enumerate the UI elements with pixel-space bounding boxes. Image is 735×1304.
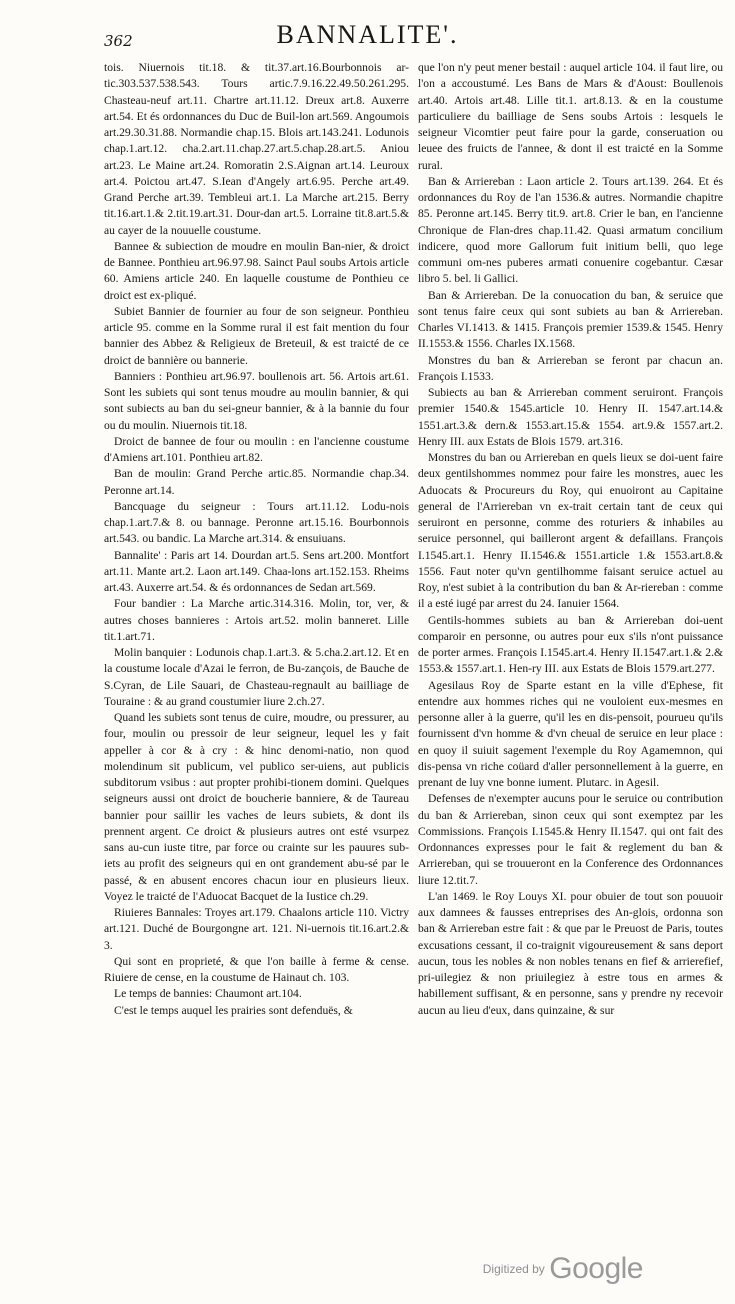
paragraph: C'est le temps auquel les prairies sont defenduës, & [114,1003,353,1017]
paragraph: Banniers : Ponthieu art.96.97. boullenois art. 56. Artois art.61. Sont les subiets qui sont tenus moudre au moulin bannier, & qui sont subiects au ban du sei-gneur bannier, & à la bannie du four ou du moulin. Niuernois tit.18. [104,369,409,432]
page-number: 362 [104,32,133,50]
google-logo: Google [549,1252,643,1285]
left-column [104,60,409,1019]
paragraph: Monstres du ban & Arriereban se feront par chacun an. François I.1533. [418,353,723,383]
paragraph: tois. Niuernois tit.18. & tit.37.art.16.Bourbonnois ar-tic.303.537.538.543. Tours artic.7.9.16.22.49.50.261.295. Chasteau-neuf art.11. Chartre art.11.12. Dreux art.8. Auxerre art.54. Et és ordonnances du Duc de Buil-lon art.569. Angoumois art.29.30.31.88. Normandie chap.15. Blois art.143.241. Lodunois chap.1.art.12. cha.2.art.11.chap.27.art.5.chap.28.art.5. Aniou art.23. Le Maine art.24. Romoratin 2.S.Aignan art.14. Leuroux art.4. Poictou art.47. S.Iean d'Angely art.6.95. Perche art.49. Grand Perche art.39. Tembleui art.1. La Marche art.215. Berry tit.16.art.1.& 2.tit.19.art.31. Dour-dan art.5. Lorraine tit.8.art.5.& au cayer de la nouuelle coustume. [104,61,409,237]
paragraph: Subiects au ban & Arriereban comment seruiront. François premier 1540.& 1545.article 10. Henry II. 1547.art.14.& 1551.art.3.& dern.& 1553.art.15.& 1554. art.9.& 1557.art.2. Henry III. aux Estats de Blois 1579. art.316. [418,386,723,448]
paragraph: Bancquage du seigneur : Tours art.11.12. Lodu-nois chap.1.art.7.& 8. ou bannage. Peronne art.15.16. Bourbonnois art.543. ou bandic. La Marche art.314. & ensuiuans. [104,499,409,546]
running-head: BANNALITE'. [276,20,459,49]
paragraph: Molin banquier : Lodunois chap.1.art.3. & 5.cha.2.art.12. Et en la coustume locale d'Azai le ferron, de Bu-zançois, de Bauche de S.Cyran, de Lile Sauari, de Chasteau-regnault au bailliage de Touraine : & au grand coustumier liure 2.ch.27. [104,646,409,708]
paragraph: que l'on n'y peut mener bestail : auquel article 104. il faut lire, ou l'on a accoustumé. Les Bans de Mars & d'Aoust: Boullenois art.40. Artois art.48. Lille tit.1. art.8.13. & en la coustume particuliere du bailliage de Sens soubs Artois : lesquels le seigneur Vicomtier peut faire pour la garde, conseruation ou leuee des fruicts de l'annee, & dont il est traicté en la Somme rural. [418,61,723,172]
paragraph: Subiet Bannier de fournier au four de son seigneur. Ponthieu article 95. comme en la Somme rural il est fait mention du four bannier des Abbez & Religieux de Breteuil, & est traicté de ce droict de bannière ou bannerie. [104,304,409,367]
paragraph: Four bandier : La Marche artic.314.316. Molin, tor, ver, & autres choses bannieres : Artois art.52. molin banneret. Lille tit.1.art.71. [104,597,409,643]
digitized-by-text: Digitized by [482,1262,545,1276]
paragraph: Agesilaus Roy de Sparte estant en la ville d'Ephese, fit entendre aux hommes riches qui ne vouloient eux-mesmes en personne aller à la guerre, qu'il les en dis-pensoit, pourueu qu'ils fournissent d'vn homme & d'vn cheual de seruice en leur place : en quoy il suiuit sagement l'exemple du Roy Agamemnon, qui dis-pensa vn riche coüard d'aller personnellement à la guerre, en prenant de luy vne bonne iument. Plutarc. in Agesil. [418,678,723,789]
digitization-watermark [483,1252,643,1286]
paragraph: Ban de moulin: Grand Perche artic.85. Normandie chap.34. Peronne art.14. [104,467,409,497]
paragraph: Ban & Arriereban : Laon article 2. Tours art.139. 264. Et és ordonnances du Roy de l'an 1536.& autres. Normandie chapitre 85. Peronne art.145. Berry tit.9. art.8. Crier le ban, en l'ancienne Chronique de Flan-dres chap.11.42. Quasi armatum concilium indicere, quod more Gallorum fuit initium belli, quo lege communi om-nes puberes armati conuenire cogebantur. Cæsar libro 5. bel. li Gallici. [418,174,723,286]
paragraph: Ban & Arriereban. De la conuocation du ban, & seruice que sont tenus faire ceux qui sont subiets au ban & Arriereban. Charles VI.1413. & 1415. François premier 1539.& 1545. Henry II.1553.& 1556. Charles IX.1568. [418,288,723,351]
paragraph: Gentils-hommes subiets au ban & Arriereban doi-uent comparoir en personne, ou autres pour eux s'ils n'ont puissance de porter armes. François I.1545.art.4. Henry II.1547.art.1.& 2.& 1553.& 1557.art.1. Hen-ry III. aux Estats de Blois 1579.art.277. [418,613,723,676]
paragraph: Bannee & subiection de moudre en moulin Ban-nier, & droict de Bannee. Ponthieu art.96.97.98. Sainct Paul soubs Artois article 60. Amiens article 240. En laquelle coustume de Ponthieu ce droict est ex-pliqué. [104,239,409,302]
paragraph: Defenses de n'exempter aucuns pour le seruice ou contribution du ban & Arriereban, sinon ceux qui sont exemptez par les Commissions. François I.1545.& Henry II.1547. qui ont fait des Ordonnances expresses pour le fait & reglement du ban & Arriereban, qui se trouueront en la Conference des Ordonnances liure 12.tit.7. [418,792,723,887]
paragraph: Qui sont en proprieté, & que l'on baille à ferme & cense. Riuiere de cense, en la coustume de Hainaut ch. 103. [104,954,409,984]
paragraph: L'an 1469. le Roy Louys XI. pour obuier de tout son pouuoir aux damnees & fausses entreprises des An-glois, ordonna son ban & Arriereban estre fait : & que par le Preuost de Paris, toutes excusations cessant, il co-traignit vigoureusement & sans deport aucun, tous les nobles & non nobles tenans en fief & arrierefief, pri-uilegiez & non priuilegiez à estre tous en armes & habillement suffisant, & en personne, sans y prendre ny recevoir aucun au lieu d'eux, dans quinzaine, & sur [418,889,723,1017]
paragraph: Monstres du ban ou Arriereban en quels lieux se doi-uent faire deux gentilshommes nommez pour faire les monstres, auec les Aduocats & Procureurs du Roy, qui enuoiront au Capitaine general de l'Arriereban vn ex-trait certain tant de ceux qui seruiront en personne, comme des roturiers & inhabiles au seruice personnel, qui bailleront argent & defaillans. François I.1545.art.1. Henry II.1546.& 1551.article 1.& 1553.art.8.& 1556. Faut noter qu'vn gentilhomme faisant seruice actuel au Roy, n'est subiet à la contribution du ban & Ar-riereban : comme il a esté iugé par arrest du 24. Ianuier 1564. [418,451,723,611]
right-column [418,60,723,1019]
paragraph: Droict de bannee de four ou moulin : en l'ancienne coustume d'Amiens art.101. Ponthieu art.82. [104,434,409,464]
paragraph: Bannalite' : Paris art 14. Dourdan art.5. Sens art.200. Montfort art.11. Mante art.2. Laon art.149. Chaa-lons art.152.153. Rheims art.43. Auxerre art.54. & és ordonnances de Sedan art.569. [104,548,409,594]
paragraph: Le temps de bannies: Chaumont art.104. [114,987,302,1001]
paragraph: Riuieres Bannales: Troyes art.179. Chaalons article 110. Victry art.121. Duché de Bourgongne art. 121. Ni-uernois tit.16.art.2.& 3. [104,906,409,952]
paragraph: Quand les subiets sont tenus de cuire, moudre, ou pressurer, au four, moulin ou pressoir de leur seigneur, lequel les y fait appeller à cor & à cry : & hinc denomi-natio, non quod molendinum sit publicum, vel publico ser-uiens, aut publicis subditorum vsibus : aut propter prohibi-tionem domini. Quelques seigneurs aussi ont droict de boucherie banniere, & de Taureau bannier pour saillir les vaches de leurs subiets, & dont ils prennent argent. Ce droict & plusieurs autres ont esté vsurpez sans au-cun iuste titre, par force ou crainte sur les pauures sub-iets au profit des seigneurs qui en ont grandement abu-sé par le passé, & en abusent encores chacun iour en plusieurs lieux. Voyez le traicté de l'Aduocat Bacquet de la Iustice ch.29. [104,711,409,903]
